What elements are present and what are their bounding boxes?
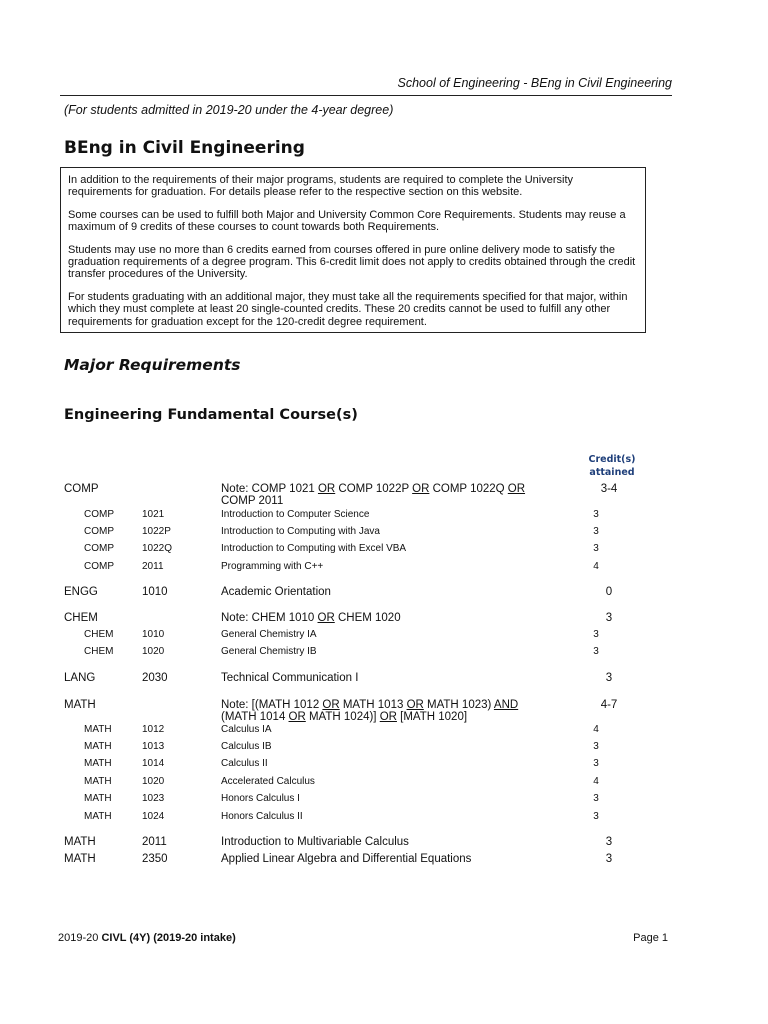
course-credits: 4 <box>593 776 599 787</box>
course-description: Note: [(MATH 1012 OR MATH 1013 OR MATH 1023) AND (MATH 1014 OR MATH 1024)] OR [MATH 1020] <box>221 699 519 723</box>
course-subject: ENGG <box>64 586 98 598</box>
course-subject: MATH <box>84 776 112 787</box>
course-credits: 3 <box>593 741 599 752</box>
course-credits: 3 <box>593 629 599 640</box>
course-subject: LANG <box>64 672 96 684</box>
course-subject: MATH <box>84 741 112 752</box>
course-number: 2350 <box>142 853 168 865</box>
course-description: Note: COMP 1021 OR COMP 1022P OR COMP 1022Q OR COMP 2011 <box>221 483 526 507</box>
course-credits: 3 <box>605 853 613 865</box>
course-subject: CHEM <box>84 646 114 657</box>
course-credits: 3 <box>593 811 599 822</box>
course-credits: 3-4 <box>600 483 618 495</box>
course-number: 1010 <box>142 586 168 598</box>
course-number: 2011 <box>142 561 164 572</box>
course-subject: CHEM <box>64 612 98 624</box>
intake-note: (For students admitted in 2019-20 under the 4-year degree) <box>64 103 394 117</box>
section-heading: Major Requirements <box>64 356 241 374</box>
course-credits: 4 <box>593 561 599 572</box>
course-subject: MATH <box>64 699 96 711</box>
footer-program <box>58 932 236 944</box>
course-description: Introduction to Computing with Excel VBA <box>221 543 407 554</box>
course-credits: 3 <box>593 543 599 554</box>
course-subject: MATH <box>84 724 112 735</box>
course-subject: CHEM <box>84 629 114 640</box>
course-number: 1021 <box>142 509 165 520</box>
page-number: Page 1 <box>633 932 668 944</box>
course-subject: MATH <box>84 811 112 822</box>
running-header: School of Engineering - BEng in Civil Engineering <box>397 76 672 90</box>
course-number: 1013 <box>142 741 165 752</box>
footer-program-label: CIVL (4Y) (2019-20 intake) <box>101 932 236 944</box>
course-credits: 4-7 <box>600 699 618 711</box>
footer-year: 2019-20 <box>58 932 99 944</box>
info-paragraph: Some courses can be used to fulfill both Major and University Common Core Requirements. Students may reuse a maximum of 9 credits of these courses to count towards both Requirements. <box>68 208 626 234</box>
course-credits: 3 <box>593 526 599 537</box>
course-description: Accelerated Calculus <box>221 776 315 787</box>
course-description: Introduction to Computing with Java <box>221 526 380 537</box>
course-credits: 3 <box>593 758 599 769</box>
course-number: 1020 <box>142 646 165 657</box>
course-description: Honors Calculus II <box>221 811 303 822</box>
header-rule <box>60 95 672 96</box>
course-number: 2011 <box>142 836 167 848</box>
course-credits: 3 <box>605 836 613 848</box>
info-box <box>60 167 646 333</box>
course-subject: MATH <box>84 758 112 769</box>
course-description: Technical Communication I <box>221 672 359 684</box>
info-paragraph: In addition to the requirements of their major programs, students are required to complete the University requirements for graduation. For details please refer to the respective section on this website. <box>68 174 574 199</box>
course-subject: COMP <box>84 543 114 554</box>
course-subject: COMP <box>84 561 114 572</box>
course-number: 1010 <box>142 629 165 640</box>
course-description: General Chemistry IB <box>221 646 317 657</box>
course-credits: 4 <box>593 724 599 735</box>
subsection-heading: Engineering Fundamental Course(s) <box>64 407 358 423</box>
course-number: 1014 <box>142 758 165 769</box>
course-description: Academic Orientation <box>221 586 331 598</box>
course-credits: 3 <box>605 612 613 624</box>
course-description: Introduction to Multivariable Calculus <box>221 836 409 848</box>
course-description: Calculus II <box>221 758 268 769</box>
course-number: 1022P <box>142 526 171 537</box>
course-description: Programming with C++ <box>221 561 324 572</box>
course-subject: MATH <box>64 836 96 848</box>
course-subject: COMP <box>84 526 114 537</box>
course-subject: COMP <box>64 483 99 495</box>
course-description: General Chemistry IA <box>221 629 317 640</box>
course-subject: MATH <box>64 853 96 865</box>
course-subject: COMP <box>84 509 114 520</box>
page-title: BEng in Civil Engineering <box>64 138 305 158</box>
course-number: 1024 <box>142 811 165 822</box>
info-paragraph: For students graduating with an additional major, they must take all the requirements specified for that major, within which they must complete at least 20 single-counted credits. These 20 credits cannot be used to fulfill any other requirements for graduation except for the 120-credit degree requirement. <box>68 290 628 328</box>
course-number: 1022Q <box>142 543 173 554</box>
course-number: 1020 <box>142 776 165 787</box>
course-description: Applied Linear Algebra and Differential Equations <box>221 853 472 865</box>
course-description: Honors Calculus I <box>221 793 300 804</box>
course-credits: 3 <box>593 646 599 657</box>
course-number: 1012 <box>142 724 165 735</box>
course-description: Introduction to Computer Science <box>221 509 370 520</box>
course-subject: MATH <box>84 793 112 804</box>
course-credits: 0 <box>605 586 613 598</box>
course-number: 2030 <box>142 672 168 684</box>
info-paragraph: Students may use no more than 6 credits earned from courses offered in pure online delivery mode to satisfy the graduation requirements of a degree program. This 6-credit limit does not apply to credits obtained through the credit transfer procedures of the University. <box>68 243 636 281</box>
course-number: 1023 <box>142 793 165 804</box>
credit-column-header: Credit(s) attained <box>588 454 636 478</box>
course-description: Calculus IB <box>221 741 272 752</box>
course-credits: 3 <box>593 509 599 520</box>
course-credits: 3 <box>605 672 613 684</box>
course-credits: 3 <box>593 793 599 804</box>
course-description: Calculus IA <box>221 724 272 735</box>
course-description: Note: CHEM 1010 OR CHEM 1020 <box>221 612 401 624</box>
